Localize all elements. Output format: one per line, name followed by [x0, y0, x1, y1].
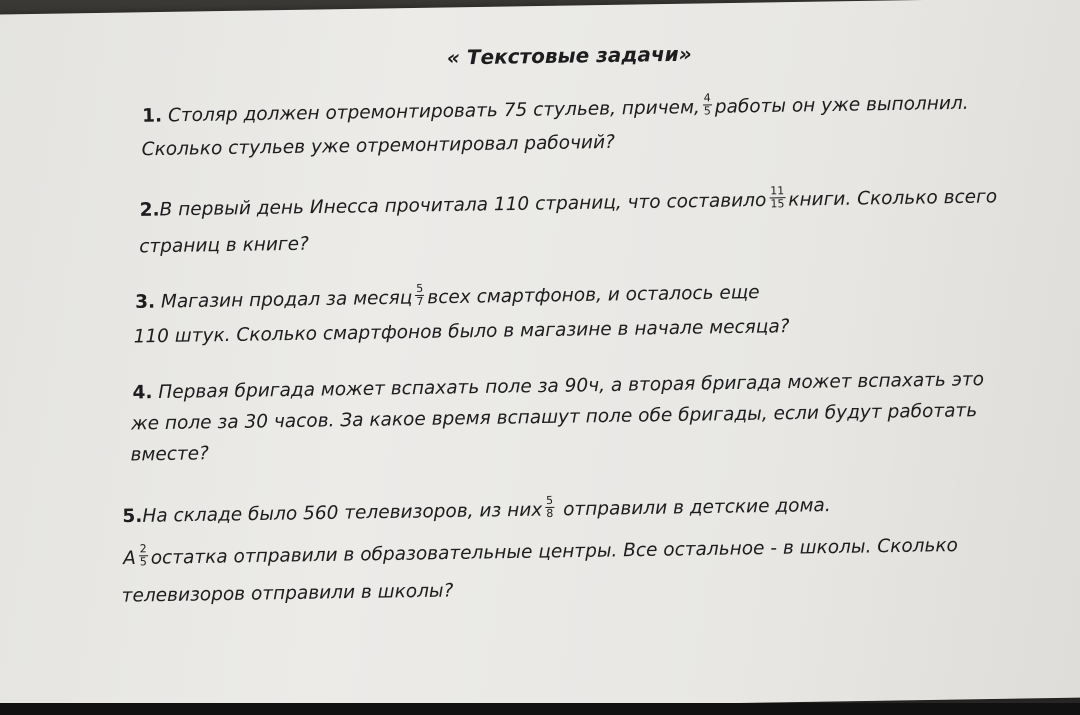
task-1-text-a: Столяр должен отремонтировать 75 стульев, причем, [167, 97, 700, 127]
task-5-line-3: телевизоров отправили в школы? [121, 580, 454, 607]
task-4-number: 4. [132, 382, 153, 404]
task-4-line-2: же поле за 30 часов. За какое время вспашут поле обе бригады, если будут работать [130, 400, 978, 435]
task-5-text-a: На складе было 560 телевизоров, из них [142, 499, 543, 527]
fraction-numerator: 2 [139, 542, 147, 556]
task-3-text-b: всех смартфонов, и осталось еще [427, 282, 760, 309]
task-5-fraction-2 [139, 543, 148, 568]
task-5-text-b: отправили в детские дома. [557, 495, 831, 521]
table-edge [0, 703, 1080, 715]
task-3-text-a: Магазин продал за месяц [160, 287, 413, 313]
task-5-line-2-prefix: А [122, 547, 136, 570]
task-2-number: 2. [139, 199, 160, 221]
task-5-fraction-1 [545, 495, 554, 520]
task-5-number: 5. [122, 505, 143, 528]
task-1-line-1 [142, 91, 969, 129]
task-3-fraction [415, 283, 424, 308]
task-3-line-2: 110 штук. Сколько смартфонов было в магазине в начале месяца? [133, 316, 790, 348]
task-1-number: 1. [142, 105, 163, 127]
task-1-line-2: Сколько стульев уже отремонтировал рабочий? [141, 131, 616, 161]
task-5-line-2-text: остатка отправили в образовательные центры. Все остальное - в школы. Сколько [150, 535, 959, 569]
task-2-text-b: книги. Сколько всего [788, 186, 998, 211]
fraction-denominator: 15 [770, 197, 785, 211]
task-2-fraction [769, 185, 785, 210]
fraction-numerator: 5 [416, 281, 424, 295]
fraction-denominator: 8 [546, 506, 554, 520]
task-2-line-1 [139, 185, 997, 223]
fraction-numerator: 5 [545, 493, 554, 507]
task-3-line-1 [135, 281, 760, 316]
worksheet-title: « Текстовые задачи» [446, 41, 692, 70]
fraction-denominator: 5 [703, 104, 711, 118]
task-4-line-3: вместе? [130, 443, 210, 466]
task-3-number: 3. [134, 291, 156, 313]
fraction-denominator: 7 [416, 294, 424, 308]
task-5-line-1 [122, 494, 831, 530]
fraction-numerator: 4 [703, 91, 711, 105]
task-1-text-b: работы он уже выполнил. [714, 92, 969, 118]
task-4-line-1 [132, 369, 984, 403]
task-2-text-a: В первый день Инесса прочитала 110 страниц, что составило [159, 189, 767, 221]
fraction-numerator: 11 [770, 184, 785, 198]
fraction-denominator: 5 [139, 555, 147, 569]
task-4-text-1: Первая бригада может вспахать поле за 90ч, а вторая бригада может вспахать это [158, 369, 985, 404]
task-1-fraction [703, 92, 712, 117]
task-2-line-2: страниц в книге? [139, 233, 310, 258]
task-5-line-2 [123, 534, 958, 572]
